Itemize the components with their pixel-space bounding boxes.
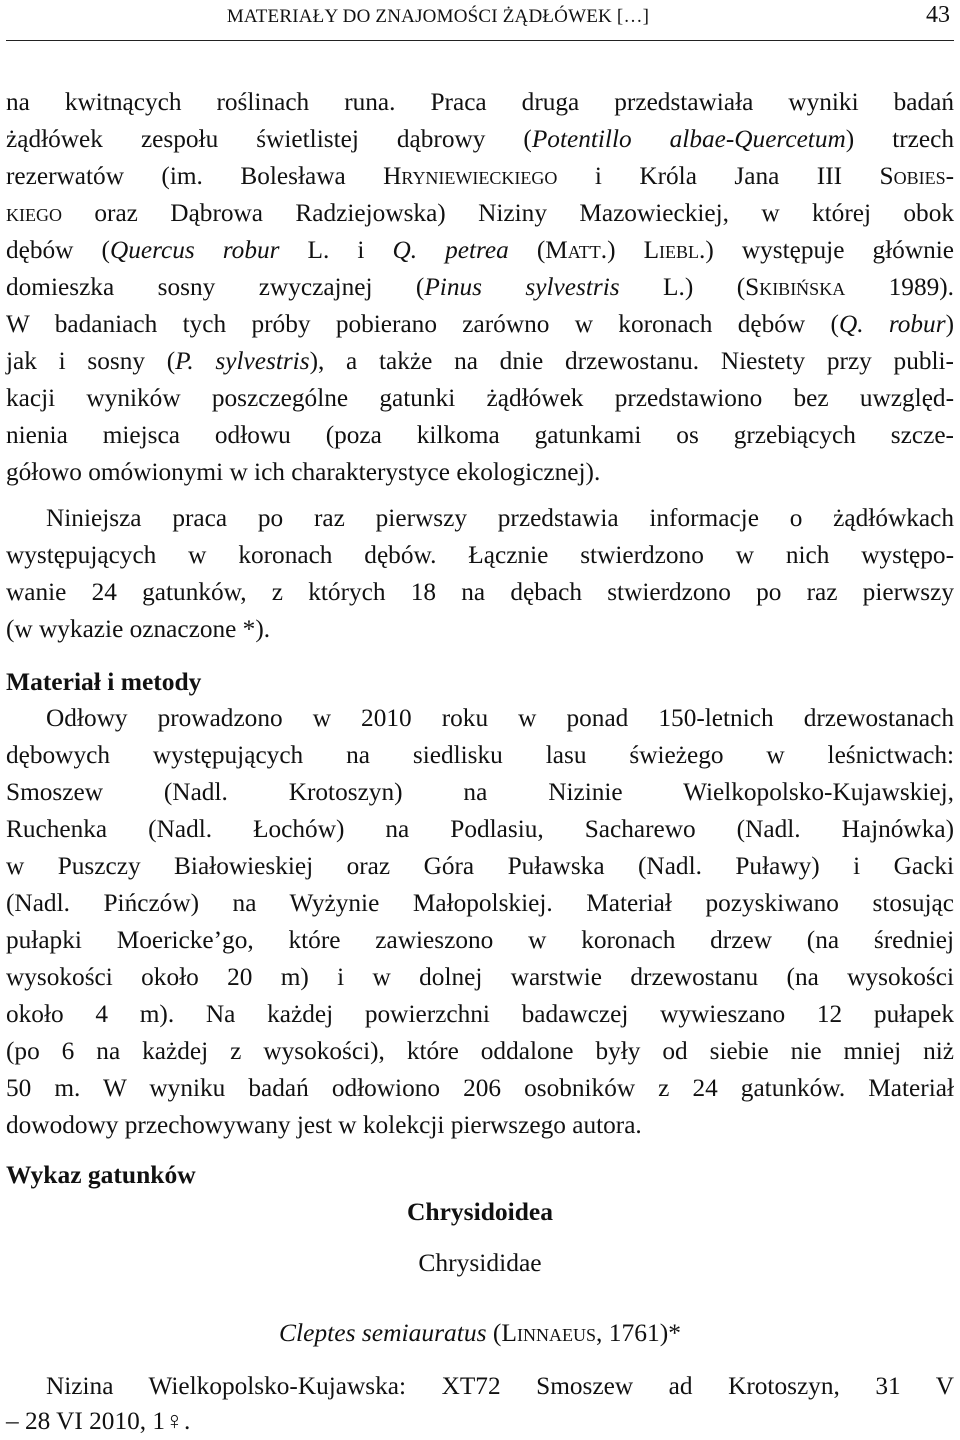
text-line: Niniejsza praca po raz pierwszy przedstawia informacje o żądłówkach	[46, 504, 954, 532]
text-line: Ruchenka (Nadl. Łochów) na Podlasiu, Sacharewo (Nadl. Hajnówka)	[6, 815, 954, 843]
text-line: (w wykazie oznaczone *).	[6, 615, 271, 643]
section-heading-methods: Materiał i metody	[6, 667, 202, 696]
text-line: dębów (Quercus robur L. i Q. petrea (Matt.) Liebl.) występuje głównie	[6, 236, 954, 264]
page-number: 43	[926, 2, 950, 28]
text-line: żądłówek zespołu świetlistej dąbrowy (Potentillo albae-Quercetum) trzech	[6, 125, 954, 153]
text-line: wysokości około 20 m) i w dolnej warstwie drzewostanu (na wysokości	[6, 963, 954, 991]
family-title: Chrysididae	[418, 1248, 542, 1277]
species-name: Cleptes semiauratus (Linnaeus, 1761)*	[279, 1318, 681, 1347]
text-line: domieszka sosny zwyczajnej (Pinus sylvestris L.) (Skibińska 1989).	[6, 273, 954, 301]
superfamily-title: Chrysidoidea	[407, 1197, 553, 1226]
text-line: jak i sosny (P. sylvestris), a także na dnie drzewostanu. Niestety przy publi-	[6, 347, 954, 375]
text-line: Odłowy prowadzono w 2010 roku w ponad 150-letnich drzewostanach	[46, 704, 954, 732]
text-line: pułapki Moericke’go, które zawieszono w koronach drzew (na średniej	[6, 926, 954, 954]
text-line: w Puszczy Białowieskiej oraz Góra Puławska (Nadl. Puławy) i Gacki	[6, 852, 954, 880]
text-line: dowodowy przechowywany jest w kolekcji pierwszego autora.	[6, 1111, 642, 1139]
record-line: Nizina Wielkopolsko-Kujawska: XT72 Smoszew ad Krotoszyn, 31 V	[46, 1372, 954, 1400]
text-line: (Nadl. Pińczów) na Wyżynie Małopolskiej. Materiał pozyskiwano stosując	[6, 889, 954, 917]
text-line: wanie 24 gatunków, z których 18 na dębach stwierdzono po raz pierwszy	[6, 578, 954, 606]
text-line: W badaniach tych próby pobierano zarówno w koronach dębów (Q. robur)	[6, 310, 954, 338]
text-line: Smoszew (Nadl. Krotoszyn) na Nizinie Wielkopolsko-Kujawskiej,	[6, 778, 954, 806]
text-line: gółowo omówionymi w ich charakterystyce ekologicznej).	[6, 458, 601, 486]
text-line: nienia miejsca odłowu (poza kilkoma gatunkami os grzebiących szcze-	[6, 421, 954, 449]
text-line: występujących w koronach dębów. Łącznie stwierdzono w nich występo-	[6, 541, 954, 569]
text-line: dębowych występujących na siedlisku lasu świeżego w leśnictwach:	[6, 741, 954, 769]
record-line: – 28 VI 2010, 1♀.	[6, 1407, 191, 1435]
running-header	[6, 0, 954, 41]
section-heading-species: Wykaz gatunków	[6, 1160, 196, 1189]
text-line: kiego oraz Dąbrowa Radziejowska) Niziny Mazowieckiej, w której obok	[6, 199, 954, 227]
text-line: (po 6 na każdej z wysokości), które oddalone były od siebie nie mniej niż	[6, 1037, 954, 1065]
text-line: kacji wyników poszczególne gatunki żądłówek przedstawiono bez uwzględ-	[6, 384, 954, 412]
running-head-title: MATERIAŁY DO ZNAJOMOŚCI ŻĄDŁÓWEK […]	[226, 6, 650, 27]
text-line: 50 m. W wyniku badań odłowiono 206 osobników z 24 gatunków. Materiał	[6, 1074, 954, 1102]
text-line: na kwitnących roślinach runa. Praca druga przedstawiała wyniki badań	[6, 88, 954, 116]
text-line: około 4 m). Na każdej powierzchni badawczej wywieszano 12 pułapek	[6, 1000, 954, 1028]
text-line: rezerwatów (im. Bolesława Hryniewieckiego i Króla Jana III Sobies-	[6, 162, 954, 190]
